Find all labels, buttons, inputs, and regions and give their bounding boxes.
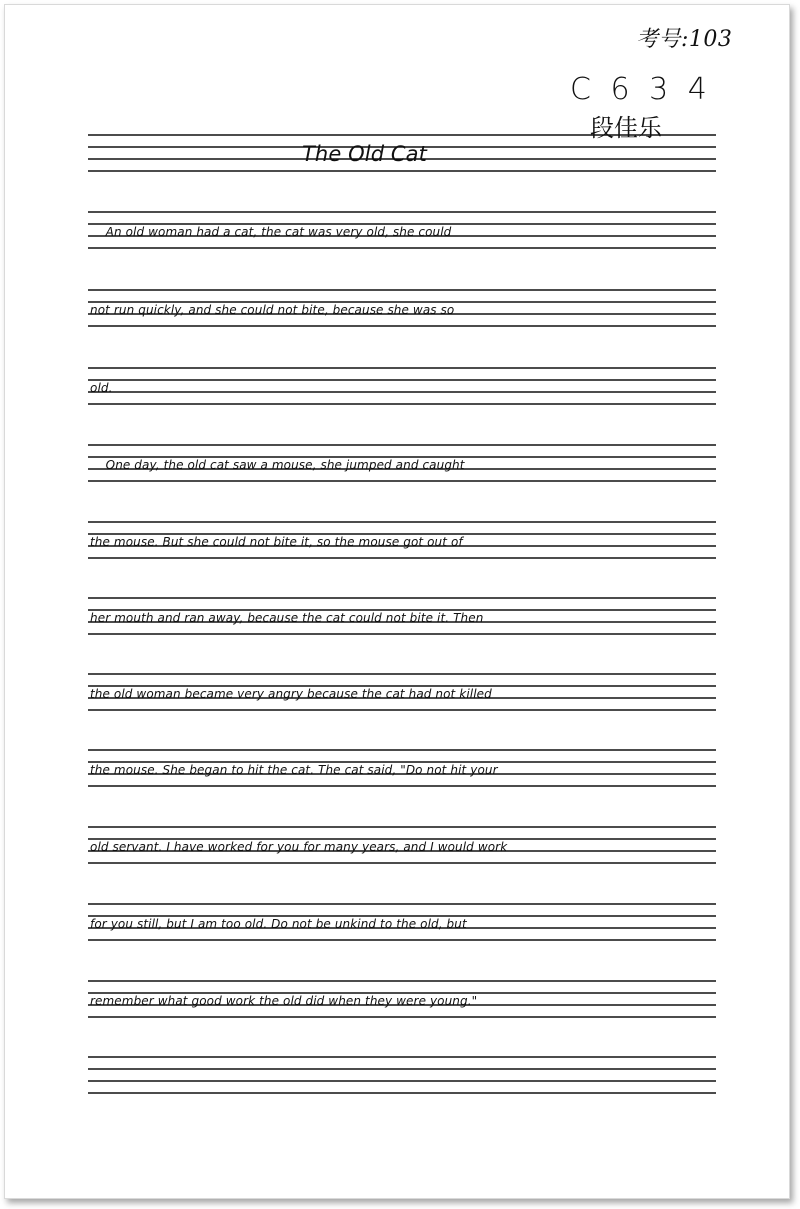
essay-line: the mouse. She began to hit the cat. The cat said, "Do not hit your bbox=[90, 763, 498, 777]
essay-line: the mouse. But she could not bite it, so the mouse got out of bbox=[90, 535, 463, 549]
essay-line: remember what good work the old did when they were young." bbox=[90, 994, 478, 1008]
essay-line: her mouth and ran away, because the cat could not bite it. Then bbox=[90, 611, 484, 625]
essay-line: One day, the old cat saw a mouse, she jumped and caught bbox=[90, 458, 465, 472]
essay-line: old. bbox=[90, 381, 113, 395]
essay-line: not run quickly, and she could not bite, because she was so bbox=[90, 303, 455, 317]
student-name: 段佳乐 bbox=[590, 114, 662, 142]
essay-line: An old woman had a cat, the cat was very old, she could bbox=[90, 225, 452, 239]
essay-line: for you still, but I am too old. Do not be unkind to the old, but bbox=[90, 917, 467, 931]
exam-number: 考号:103 bbox=[636, 27, 733, 52]
essay-line: old servant. I have worked for you for many years, and I would work bbox=[90, 840, 508, 854]
essay-title: The Old Cat bbox=[302, 142, 427, 166]
paper-code: C 6 3 4 bbox=[570, 72, 712, 107]
essay-line: the old woman became very angry because the cat had not killed bbox=[90, 687, 492, 701]
